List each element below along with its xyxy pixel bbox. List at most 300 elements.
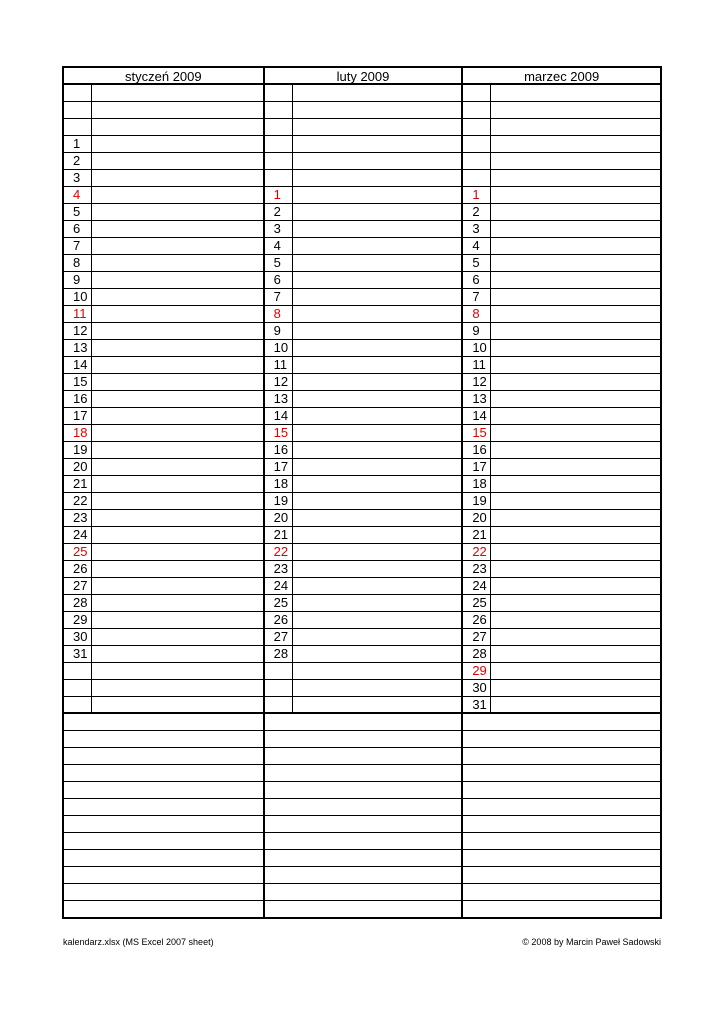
day-note-cell[interactable] <box>92 170 263 186</box>
day-row <box>265 255 462 272</box>
day-number: 3 <box>64 170 92 186</box>
notes-line[interactable] <box>265 901 462 917</box>
day-number: 7 <box>463 289 491 305</box>
day-row <box>265 561 462 578</box>
day-row <box>463 680 660 697</box>
day-number: 17 <box>64 408 92 424</box>
day-row <box>265 102 462 119</box>
day-number <box>265 153 293 169</box>
day-note-cell[interactable] <box>92 527 263 543</box>
day-note-cell[interactable] <box>92 238 263 254</box>
notes-line[interactable] <box>265 816 462 833</box>
day-note-cell[interactable] <box>491 425 660 441</box>
day-note-cell[interactable] <box>92 646 263 662</box>
day-note-cell[interactable] <box>491 306 660 322</box>
day-note-cell[interactable] <box>293 391 462 407</box>
day-number: 17 <box>463 459 491 475</box>
day-row <box>64 578 263 595</box>
day-note-cell[interactable] <box>491 561 660 577</box>
day-row <box>265 323 462 340</box>
day-note-cell[interactable] <box>491 697 660 712</box>
day-row <box>64 646 263 663</box>
day-number: 31 <box>463 697 491 712</box>
day-number: 10 <box>463 340 491 356</box>
day-note-cell[interactable] <box>293 442 462 458</box>
day-row <box>64 697 263 714</box>
day-note-cell[interactable] <box>491 544 660 560</box>
day-row <box>265 204 462 221</box>
day-note-cell[interactable] <box>491 323 660 339</box>
day-number <box>265 119 293 135</box>
day-note-cell[interactable] <box>92 612 263 628</box>
day-note-cell[interactable] <box>491 612 660 628</box>
day-note-cell[interactable] <box>491 595 660 611</box>
day-note-cell[interactable] <box>491 646 660 662</box>
day-note-cell[interactable] <box>92 697 263 712</box>
day-row <box>265 187 462 204</box>
day-note-cell[interactable] <box>491 340 660 356</box>
day-number: 27 <box>463 629 491 645</box>
day-note-cell[interactable] <box>293 510 462 526</box>
day-number: 21 <box>265 527 293 543</box>
day-number: 25 <box>463 595 491 611</box>
day-number: 7 <box>265 289 293 305</box>
day-number: 8 <box>64 255 92 271</box>
day-note-cell[interactable] <box>293 289 462 305</box>
notes-line[interactable] <box>463 731 660 748</box>
day-note-cell[interactable] <box>491 578 660 594</box>
day-note-cell[interactable] <box>92 663 263 679</box>
day-row <box>64 221 263 238</box>
day-row <box>463 102 660 119</box>
notes-line[interactable] <box>463 901 660 917</box>
notes-line[interactable] <box>463 799 660 816</box>
notes-line[interactable] <box>265 799 462 816</box>
day-number <box>64 680 92 696</box>
day-note-cell[interactable] <box>92 544 263 560</box>
day-row <box>64 425 263 442</box>
day-note-cell[interactable] <box>92 459 263 475</box>
day-note-cell[interactable] <box>491 170 660 186</box>
notes-line[interactable] <box>64 748 263 765</box>
day-note-cell[interactable] <box>92 289 263 305</box>
day-note-cell[interactable] <box>491 663 660 679</box>
day-note-cell[interactable] <box>293 663 462 679</box>
day-number: 18 <box>265 476 293 492</box>
day-number: 26 <box>265 612 293 628</box>
day-row <box>64 187 263 204</box>
day-note-cell[interactable] <box>92 306 263 322</box>
day-note-cell[interactable] <box>491 204 660 220</box>
day-row <box>265 493 462 510</box>
notes-line[interactable] <box>64 799 263 816</box>
day-row <box>265 629 462 646</box>
day-note-cell[interactable] <box>491 408 660 424</box>
day-row <box>463 561 660 578</box>
day-note-cell[interactable] <box>92 187 263 203</box>
day-number: 31 <box>64 646 92 662</box>
day-note-cell[interactable] <box>92 442 263 458</box>
day-note-cell[interactable] <box>293 561 462 577</box>
day-row <box>265 646 462 663</box>
day-row <box>265 391 462 408</box>
day-number: 28 <box>64 595 92 611</box>
day-number: 20 <box>463 510 491 526</box>
day-number: 14 <box>64 357 92 373</box>
day-note-cell[interactable] <box>491 85 660 101</box>
day-number: 3 <box>265 221 293 237</box>
day-row <box>64 340 263 357</box>
day-number: 4 <box>64 187 92 203</box>
day-note-cell[interactable] <box>92 136 263 152</box>
notes-line[interactable] <box>265 765 462 782</box>
day-number: 26 <box>463 612 491 628</box>
footer-file-name: kalendarz.xlsx (MS Excel 2007 sheet) <box>63 937 214 947</box>
day-row <box>265 374 462 391</box>
day-number: 29 <box>463 663 491 679</box>
day-number: 18 <box>64 425 92 441</box>
day-number: 26 <box>64 561 92 577</box>
day-row <box>64 102 263 119</box>
day-row <box>64 408 263 425</box>
day-note-cell[interactable] <box>293 408 462 424</box>
day-note-cell[interactable] <box>293 204 462 220</box>
day-row <box>463 493 660 510</box>
day-note-cell[interactable] <box>491 255 660 271</box>
day-note-cell[interactable] <box>293 238 462 254</box>
day-note-cell[interactable] <box>491 459 660 475</box>
day-note-cell[interactable] <box>491 153 660 169</box>
day-number: 6 <box>64 221 92 237</box>
day-note-cell[interactable] <box>491 136 660 152</box>
day-note-cell[interactable] <box>293 629 462 645</box>
day-row <box>265 544 462 561</box>
day-number <box>64 697 92 712</box>
day-row <box>265 85 462 102</box>
day-number: 22 <box>265 544 293 560</box>
day-note-cell[interactable] <box>491 510 660 526</box>
day-note-cell[interactable] <box>92 425 263 441</box>
day-note-cell[interactable] <box>92 323 263 339</box>
day-note-cell[interactable] <box>293 697 462 712</box>
day-row <box>265 289 462 306</box>
day-note-cell[interactable] <box>92 102 263 118</box>
day-note-cell[interactable] <box>293 527 462 543</box>
day-note-cell[interactable] <box>293 323 462 339</box>
day-note-cell[interactable] <box>293 340 462 356</box>
day-row <box>463 646 660 663</box>
day-number: 1 <box>265 187 293 203</box>
day-note-cell[interactable] <box>92 221 263 237</box>
month-title: styczeń 2009 <box>64 68 263 85</box>
day-number: 24 <box>463 578 491 594</box>
day-row <box>265 357 462 374</box>
notes-line[interactable] <box>463 816 660 833</box>
day-row <box>64 527 263 544</box>
day-note-cell[interactable] <box>92 357 263 373</box>
day-number: 19 <box>265 493 293 509</box>
notes-line[interactable] <box>265 782 462 799</box>
notes-line[interactable] <box>64 833 263 850</box>
day-note-cell[interactable] <box>293 493 462 509</box>
day-note-cell[interactable] <box>491 493 660 509</box>
day-note-cell[interactable] <box>491 391 660 407</box>
day-number: 27 <box>265 629 293 645</box>
notes-line[interactable] <box>265 884 462 901</box>
notes-line[interactable] <box>265 714 462 731</box>
day-number: 29 <box>64 612 92 628</box>
day-note-cell[interactable] <box>293 306 462 322</box>
notes-line[interactable] <box>463 782 660 799</box>
day-row <box>64 306 263 323</box>
day-number <box>265 85 293 101</box>
day-number: 28 <box>463 646 491 662</box>
notes-line[interactable] <box>463 850 660 867</box>
day-note-cell[interactable] <box>293 357 462 373</box>
month-title: luty 2009 <box>265 68 462 85</box>
notes-line[interactable] <box>265 731 462 748</box>
day-note-cell[interactable] <box>92 85 263 101</box>
day-note-cell[interactable] <box>293 425 462 441</box>
day-row <box>463 85 660 102</box>
day-note-cell[interactable] <box>491 357 660 373</box>
day-row <box>463 374 660 391</box>
day-row <box>463 340 660 357</box>
day-number <box>64 85 92 101</box>
day-number: 14 <box>463 408 491 424</box>
day-row <box>64 493 263 510</box>
day-note-cell[interactable] <box>293 646 462 662</box>
day-number: 12 <box>463 374 491 390</box>
day-number: 4 <box>265 238 293 254</box>
day-note-cell[interactable] <box>293 578 462 594</box>
day-row <box>64 204 263 221</box>
day-number: 9 <box>265 323 293 339</box>
day-row <box>463 459 660 476</box>
day-row <box>463 408 660 425</box>
day-row <box>265 612 462 629</box>
day-row <box>64 357 263 374</box>
day-number: 15 <box>64 374 92 390</box>
day-row <box>463 425 660 442</box>
day-row <box>463 663 660 680</box>
day-row <box>64 663 263 680</box>
day-row <box>64 85 263 102</box>
day-note-cell[interactable] <box>92 204 263 220</box>
day-note-cell[interactable] <box>92 119 263 135</box>
day-note-cell[interactable] <box>293 476 462 492</box>
day-number: 22 <box>463 544 491 560</box>
month-title: marzec 2009 <box>463 68 660 85</box>
day-row <box>64 510 263 527</box>
day-number: 30 <box>463 680 491 696</box>
day-row <box>64 476 263 493</box>
day-number: 23 <box>463 561 491 577</box>
day-note-cell[interactable] <box>491 629 660 645</box>
day-note-cell[interactable] <box>491 442 660 458</box>
day-row <box>64 374 263 391</box>
day-number: 2 <box>265 204 293 220</box>
day-row <box>463 255 660 272</box>
notes-line[interactable] <box>64 884 263 901</box>
day-note-cell[interactable] <box>293 272 462 288</box>
day-note-cell[interactable] <box>491 374 660 390</box>
notes-line[interactable] <box>463 765 660 782</box>
day-note-cell[interactable] <box>92 408 263 424</box>
day-row <box>265 272 462 289</box>
day-number: 12 <box>64 323 92 339</box>
day-note-cell[interactable] <box>491 272 660 288</box>
day-number: 1 <box>64 136 92 152</box>
day-number <box>463 119 491 135</box>
day-note-cell[interactable] <box>92 476 263 492</box>
day-note-cell[interactable] <box>92 340 263 356</box>
day-row <box>463 289 660 306</box>
day-number: 21 <box>463 527 491 543</box>
day-row <box>64 561 263 578</box>
day-note-cell[interactable] <box>92 629 263 645</box>
month-column <box>263 68 462 917</box>
notes-line[interactable] <box>463 867 660 884</box>
day-note-cell[interactable] <box>92 493 263 509</box>
day-row <box>463 578 660 595</box>
day-note-cell[interactable] <box>293 187 462 203</box>
day-note-cell[interactable] <box>92 680 263 696</box>
day-note-cell[interactable] <box>293 255 462 271</box>
day-number <box>265 102 293 118</box>
notes-line[interactable] <box>64 731 263 748</box>
notes-line[interactable] <box>64 850 263 867</box>
day-number: 24 <box>64 527 92 543</box>
day-note-cell[interactable] <box>293 102 462 118</box>
day-note-cell[interactable] <box>491 119 660 135</box>
day-note-cell[interactable] <box>293 136 462 152</box>
day-number: 30 <box>64 629 92 645</box>
day-row <box>463 272 660 289</box>
day-number: 20 <box>265 510 293 526</box>
day-number <box>64 102 92 118</box>
day-note-cell[interactable] <box>293 170 462 186</box>
notes-line[interactable] <box>64 782 263 799</box>
day-row <box>64 153 263 170</box>
day-number: 18 <box>463 476 491 492</box>
day-note-cell[interactable] <box>92 595 263 611</box>
day-note-cell[interactable] <box>92 510 263 526</box>
day-number: 17 <box>265 459 293 475</box>
day-note-cell[interactable] <box>293 595 462 611</box>
notes-line[interactable] <box>463 884 660 901</box>
day-number <box>265 680 293 696</box>
day-number: 23 <box>265 561 293 577</box>
notes-line[interactable] <box>64 765 263 782</box>
notes-line[interactable] <box>64 816 263 833</box>
day-number: 19 <box>463 493 491 509</box>
day-note-cell[interactable] <box>293 680 462 696</box>
day-number <box>463 170 491 186</box>
day-row <box>64 136 263 153</box>
day-note-cell[interactable] <box>92 391 263 407</box>
day-note-cell[interactable] <box>92 272 263 288</box>
notes-line[interactable] <box>463 748 660 765</box>
notes-line[interactable] <box>463 833 660 850</box>
day-number: 4 <box>463 238 491 254</box>
day-number: 20 <box>64 459 92 475</box>
day-note-cell[interactable] <box>491 476 660 492</box>
day-number: 5 <box>463 255 491 271</box>
notes-line[interactable] <box>463 714 660 731</box>
day-row <box>265 340 462 357</box>
day-row <box>265 119 462 136</box>
day-row <box>265 476 462 493</box>
notes-line[interactable] <box>64 901 263 917</box>
day-number: 9 <box>463 323 491 339</box>
day-note-cell[interactable] <box>293 153 462 169</box>
day-row <box>64 255 263 272</box>
day-note-cell[interactable] <box>293 612 462 628</box>
day-row <box>64 289 263 306</box>
day-note-cell[interactable] <box>491 102 660 118</box>
day-number <box>265 663 293 679</box>
day-row <box>64 612 263 629</box>
day-number <box>265 136 293 152</box>
day-note-cell[interactable] <box>491 527 660 543</box>
day-note-cell[interactable] <box>92 374 263 390</box>
day-row <box>64 595 263 612</box>
day-row <box>463 357 660 374</box>
day-note-cell[interactable] <box>293 544 462 560</box>
notes-line[interactable] <box>64 867 263 884</box>
day-note-cell[interactable] <box>92 561 263 577</box>
day-number: 3 <box>463 221 491 237</box>
day-number: 7 <box>64 238 92 254</box>
day-row <box>463 221 660 238</box>
day-note-cell[interactable] <box>293 221 462 237</box>
notes-line[interactable] <box>64 714 263 731</box>
day-row <box>64 323 263 340</box>
notes-line[interactable] <box>265 748 462 765</box>
notes-line[interactable] <box>265 833 462 850</box>
notes-line[interactable] <box>265 867 462 884</box>
day-row <box>265 663 462 680</box>
day-note-cell[interactable] <box>293 374 462 390</box>
day-number <box>463 85 491 101</box>
day-number: 2 <box>463 204 491 220</box>
day-number: 24 <box>265 578 293 594</box>
day-note-cell[interactable] <box>491 289 660 305</box>
day-note-cell[interactable] <box>491 221 660 237</box>
day-row <box>265 170 462 187</box>
day-row <box>265 136 462 153</box>
day-note-cell[interactable] <box>293 459 462 475</box>
notes-line[interactable] <box>265 850 462 867</box>
day-note-cell[interactable] <box>92 153 263 169</box>
day-row <box>463 238 660 255</box>
day-note-cell[interactable] <box>293 119 462 135</box>
day-note-cell[interactable] <box>491 187 660 203</box>
day-number: 13 <box>64 340 92 356</box>
day-note-cell[interactable] <box>92 255 263 271</box>
day-row <box>265 680 462 697</box>
day-row <box>64 680 263 697</box>
day-number: 9 <box>64 272 92 288</box>
day-note-cell[interactable] <box>92 578 263 594</box>
day-note-cell[interactable] <box>491 680 660 696</box>
day-row <box>463 119 660 136</box>
day-note-cell[interactable] <box>491 238 660 254</box>
day-number: 1 <box>463 187 491 203</box>
day-number: 15 <box>265 425 293 441</box>
day-note-cell[interactable] <box>293 85 462 101</box>
